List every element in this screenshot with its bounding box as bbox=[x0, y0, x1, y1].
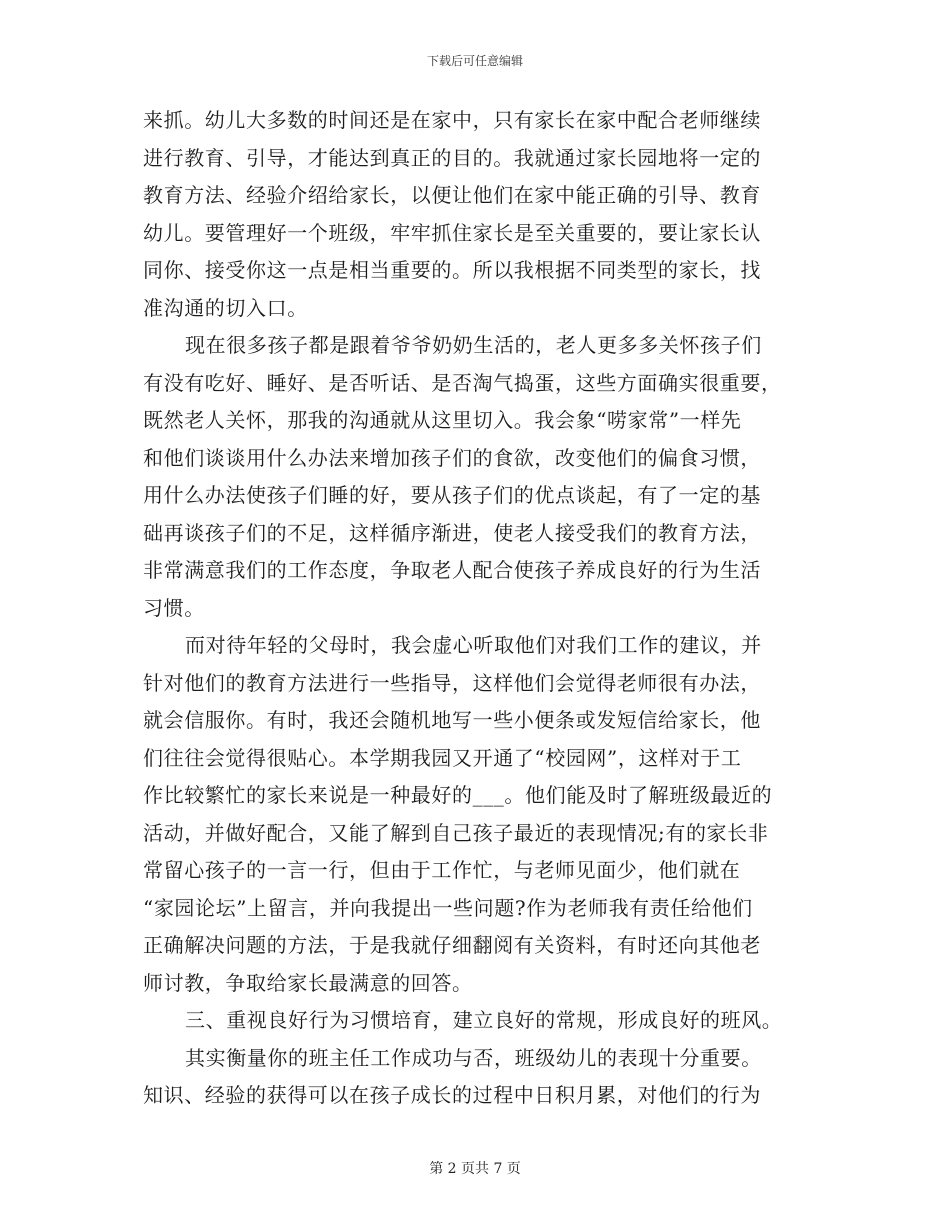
page-header: 下载后可任意编辑 bbox=[426, 54, 523, 68]
text-line: 习惯。 bbox=[143, 595, 205, 620]
text-line: 非常满意我们的工作态度，争取老人配合使孩子养成良好的行为生活 bbox=[143, 558, 761, 582]
text-line: 师讨教，争取给家长最满意的回答。 bbox=[143, 970, 473, 995]
text-line: 三、重视良好行为习惯培育，建立良好的常规，形成良好的班风。 bbox=[185, 1008, 783, 1032]
text-line: 们往往会觉得很贴心。本学期我园又开通了“校园网”，这样对于工 bbox=[143, 745, 742, 770]
text-line: “家园论坛”上留言，并向我提出一些问题?作为老师我有责任给他们 bbox=[143, 895, 753, 920]
text-line: 来抓。幼儿大多数的时间还是在家中，只有家长在家中配合老师继续 bbox=[143, 108, 761, 132]
text-line: 既然老人关怀，那我的沟通就从这里切入。我会象“唠家常”一样先 bbox=[143, 408, 742, 432]
text-line: 同你、接受你这一点是相当重要的。所以我根据不同类型的家长，找 bbox=[143, 258, 761, 282]
text-line: 而对待年轻的父母时，我会虚心听取他们对我们工作的建议，并 bbox=[185, 633, 762, 657]
text-line: 和他们谈谈用什么办法来增加孩子们的食欲，改变他们的偏食习惯， bbox=[143, 445, 761, 470]
document-body bbox=[143, 102, 808, 1115]
text-line: 教育方法、经验介绍给家长，以便让他们在家中能正确的引导、教育 bbox=[143, 183, 761, 207]
text-line: 进行教育、引导，才能达到真正的目的。我就通过家长园地将一定的 bbox=[143, 145, 761, 170]
text-line: 正确解决问题的方法，于是我就仔细翻阅有关资料，有时还向其他老 bbox=[143, 933, 761, 957]
text-line: 活动，并做好配合，又能了解到自己孩子最近的表现情况;有的家长非 bbox=[143, 820, 769, 845]
text-line: 知识、经验的获得可以在孩子成长的过程中日积月累，对他们的行为 bbox=[143, 1083, 761, 1107]
page-footer: 第 2 页共 7 页 bbox=[429, 1161, 521, 1177]
text-line: 用什么办法使孩子们睡的好，要从孩子们的优点谈起，有了一定的基 bbox=[143, 483, 761, 507]
text-line: 其实衡量你的班主任工作成功与否，班级幼儿的表现十分重要。 bbox=[185, 1045, 762, 1070]
text-line: 础再谈孩子们的不足，这样循序渐进，使老人接受我们的教育方法， bbox=[143, 520, 761, 545]
text-line: 作比较繁忙的家长来说是一种最好的___。他们能及时了解班级最近的 bbox=[143, 783, 773, 807]
text-line: 现在很多孩子都是跟着爷爷奶奶生活的，老人更多多关怀孩子们 bbox=[185, 333, 762, 357]
text-line: 就会信服你。有时，我还会随机地写一些小便条或发短信给家长，他 bbox=[143, 708, 761, 732]
text-line: 准沟通的切入口。 bbox=[143, 295, 308, 320]
text-line: 针对他们的教育方法进行一些指导，这样他们会觉得老师很有办法， bbox=[143, 670, 761, 695]
text-line: 有没有吃好、睡好、是否听话、是否淘气捣蛋，这些方面确实很重要， bbox=[143, 370, 782, 395]
text-line: 常留心孩子的一言一行，但由于工作忙，与老师见面少，他们就在 bbox=[143, 858, 741, 882]
text-line: 幼儿。要管理好一个班级，牢牢抓住家长是至关重要的，要让家长认 bbox=[143, 220, 761, 245]
